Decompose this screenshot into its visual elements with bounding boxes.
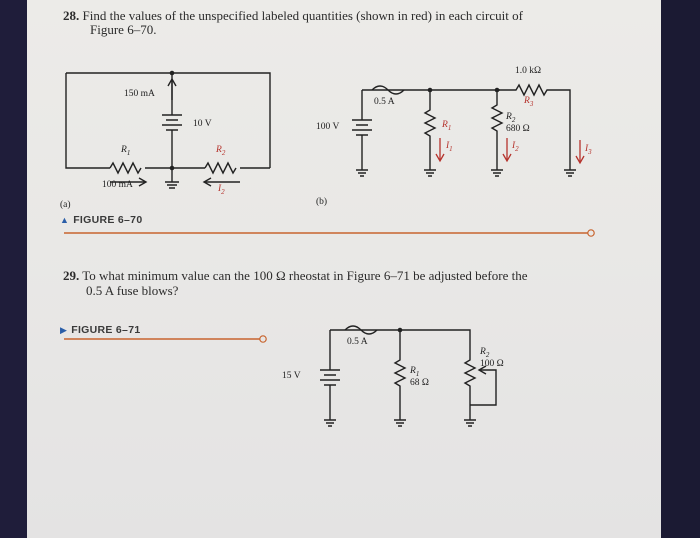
label-68: 68 Ω — [410, 378, 429, 388]
question-29-line2: 0.5 A fuse blows? — [86, 283, 179, 298]
label-r1-a: $R_1$ — [121, 145, 131, 157]
label-1k: 1.0 kΩ — [515, 66, 542, 76]
question-number: 29. — [63, 268, 80, 283]
label-10v: 10 V — [193, 119, 212, 129]
label-15v: 15 V — [282, 371, 301, 381]
label-100: 100 Ω — [480, 359, 504, 369]
current-arrows-b — [436, 138, 584, 163]
circuit-a — [66, 73, 270, 188]
label-fuse-71: 0.5 A — [347, 337, 368, 347]
triangle-up-icon: ▲ — [60, 215, 70, 225]
label-i1: $I_1$ — [446, 141, 453, 153]
label-r1-b: $R_1$ — [442, 120, 452, 132]
label-i2-b: $I_2$ — [512, 141, 519, 153]
question-text: Find the values of the unspecified labeled quantities (shown in red) in each circuit of — [82, 8, 523, 23]
label-r3: $R_3$ — [524, 96, 534, 108]
label-r2-b: $R_2$ — [506, 112, 516, 124]
label-100ma: 100 mA — [102, 180, 133, 190]
figure-6-70-caption: ▲ FIGURE 6–70 — [60, 214, 143, 226]
figure-6-71-caption: ▶ FIGURE 6–71 — [60, 324, 141, 336]
label-r2-71: $R_2$ — [480, 347, 490, 359]
question-text: To what minimum value can the 100 Ω rheostat in Figure 6–71 be adjusted before the — [82, 268, 528, 283]
label-b-tag: (b) — [316, 197, 328, 207]
question-number: 28. — [63, 8, 80, 23]
label-i3: $I_3$ — [585, 144, 592, 156]
question-28-line2: Figure 6–70. — [90, 22, 157, 37]
label-r2-a: $R_2$ — [216, 145, 226, 157]
question-29 — [63, 268, 528, 283]
label-a-tag: (a) — [60, 200, 71, 210]
label-680: 680 Ω — [506, 124, 530, 134]
label-150ma: 150 mA — [124, 89, 155, 99]
label-100v: 100 V — [316, 122, 340, 132]
label-fuse-b: 0.5 A — [374, 97, 395, 107]
label-r1-71: $R_1$ — [410, 366, 420, 378]
label-i2-a: $I_2$ — [218, 184, 225, 196]
triangle-right-icon: ▶ — [60, 325, 68, 335]
